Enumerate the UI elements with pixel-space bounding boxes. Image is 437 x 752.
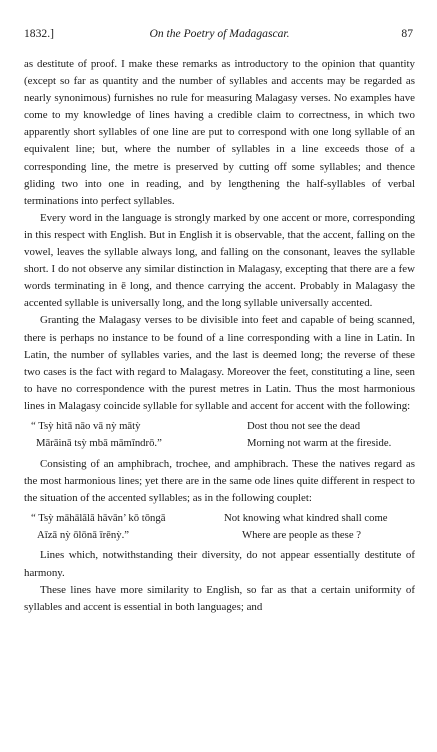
verse-1-line-1-malagasy: “ Tsỳ hìtā nāo vā nỳ mātỳ (31, 419, 141, 432)
page-number: 87 (401, 27, 413, 40)
verse-2-line-1-english: Not knowing what kindred shall come (224, 511, 388, 524)
paragraph-1: as destitute of proof. I make these remarks as introductory to the opinion that quantity (except so far as quantity and the number of syllables and accents may be regarded as nearly synonimous) furnishes no rule for measuring Malagasy verses. No examples have come to my knowledge of lines having a credible claim to correctness, in which two apparently short syllables of one line are put to correspond with one long syllable of an equivalent line; but, where the number of syllables in a line exceeds those of a corresponding line, the metre is preserved by cutting off some syllables; and thence gliding two into one in reading, and by lengthening the half-syllables of verbal terminations into perfect syllables. (24, 58, 415, 207)
paragraph-4: Consisting of an amphibrach, trochee, and amphibrach. These the natives regard as the most harmonious lines; yet there are in the same ode lines quite different in respect to the situation of the accented syllables; as in the following couplet: (24, 457, 415, 504)
verse-quotation-2 (24, 510, 415, 544)
verse-quotation-1 (24, 418, 415, 452)
header-year: 1832.] (24, 27, 54, 40)
paragraph-5: Lines which, notwithstanding their diversity, do not appear essentially destitute of harmony. (24, 549, 415, 579)
running-header (24, 27, 415, 43)
verse-1-line-2-malagasy: Mārāinā tsỳ mbā māmīndrō.” (36, 436, 162, 449)
verse-2-line-2-english: Where are people as these ? (242, 528, 361, 541)
verse-2-line-1-malagasy: “ Tsỳ māhālālā hāvān’ kō tōngā (31, 511, 166, 524)
page-body (24, 56, 415, 616)
paragraph-2: Every word in the language is strongly marked by one accent or more, corresponding in this respect with English. But in English it is observable, that the accent, falling on the vowel, leaves the syllable always long, and falling on the consonant, leaves the syllable short. I do not observe any similar distinction in Malagasy, excepting that there are a few words terminating in ē long, and thence carrying the accent. Probably in Malagasy the accented syllable is universally long, and the long syllable universally accented. (24, 211, 415, 310)
paragraph-6: These lines have more similarity to English, so far as that a certain uniformity of syllables and accent is essential in both languages; and (24, 583, 415, 613)
verse-1-line-1-english: Dost thou not see the dead (247, 419, 361, 432)
verse-1-line-2-english: Morning not warm at the fireside. (247, 436, 392, 449)
paragraph-3: Granting the Malagasy verses to be divisible into feet and capable of being scanned, there is perhaps no instance to be found of a line corresponding with a line in Latin. In Latin, the number of syllables varies, and the last is deemed long; the reverse of these two cases is the fact with regard to Malagasy. Moreover the feet, constituting a line, seen to have no correspondence with the purest metres in Latin. Thus the most harmonious lines in Malagasy coincide syllable for syllable and accent for accent with the following: (24, 314, 415, 412)
verse-2-line-2-malagasy: Aīzā nỳ ōlōnā īrēnỳ.” (37, 528, 129, 541)
header-title: On the Poetry of Madagascar. (149, 27, 290, 40)
